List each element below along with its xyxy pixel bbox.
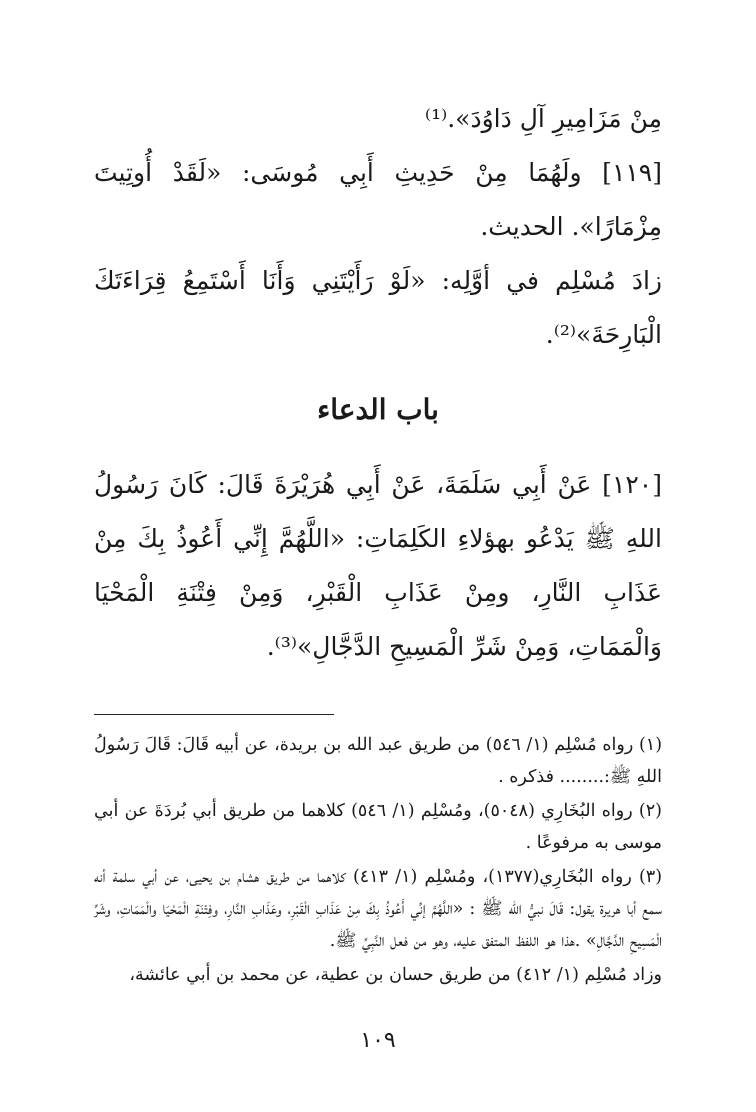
footnote-3: (٣) رواه البُخَارِي(١٣٧٧)، ومُسْلِم (١/ ٤١٣) كلاهما من طريق هشام بن يحيى، عن أبي سلمة أنه سمع أبا هريرة يقول: قَالَ نبيُّ الله ﷺ : «اللَّهُمَّ إنِّي أَعُوذُ بِكَ مِنْ عَذَابِ الْقَبْرِ، وعَذَابِ النَّارِ، وفِتْنَةِ الْمَحْيَا والْمَمَاتِ، وشَرِّ الْمَسِيحِ الدَّجَّالِ» .هذا هو اللفظ المتفق عليه، وهو من فعل النَّبِيِّ ﷺ. xyxy=(94,867,663,951)
page-number: ١٠٩ xyxy=(360,1028,396,1053)
footnote-1: (١) رواه مُسْلِم (١/ ٥٤٦) من طريق عبد الله بن بريدة، عن أبيه قَالَ: قَالَ رَسُولُ اللهِ ﷺ:........ فذكره . xyxy=(94,735,663,787)
footnote-divider xyxy=(94,714,334,715)
footnote-2: (٢) رواه البُخَارِي (٥٠٤٨)، ومُسْلِم (١/ ٥٤٦) كلاهما من طريق أبي بُردَةَ عن أبي موسى به مرفوعًا . xyxy=(94,801,662,853)
muslim-addition: زادَ مُسْلِم في أوَّلِه: «لَوْ رَأَيْتَنِي وَأَنَا أَسْتَمِعُ قِرَاءَتَكَ الْبَارِحَةَ»⁽²⁾. xyxy=(94,266,662,349)
footnotes xyxy=(94,729,662,991)
hadith-119: [١١٩] ولَهُمَا مِنْ حَدِيثِ أَبِي مُوسَى: «لَقَدْ أُوتِيتَ مِزْمَارًا». الحديث. xyxy=(94,158,662,241)
hadith-120: [١٢٠] عَنْ أَبِي سَلَمَةَ، عَنْ أَبِي هُرَيْرَةَ قَالَ: كَانَ رَسُولُ اللهِ ﷺ يَدْعُو بهؤلاءِ الكَلِمَاتِ: «اللَّهُمَّ إِنِّي أَعُوذُ بِكَ مِنْ عَذَابِ النَّارِ، ومِنْ عَذَابِ الْقَبْرِ، وَمِنْ فِتْنَةِ الْمَحْيَا وَالْمَمَاتِ، وَمِنْ شَرِّ الْمَسِيحِ الدَّجَّالِ»⁽³⁾. xyxy=(94,470,662,661)
section-heading: باب الدعاء xyxy=(317,393,439,426)
footnote-3-continued: وزاد مُسْلِم (١/ ٤١٢) من طريق حسان بن عطية، عن محمد بن أبي عائشة، xyxy=(129,965,662,985)
text-line-continuation: مِنْ مَزَامِيرِ آلِ دَاوُدَ».⁽¹⁾ xyxy=(424,104,662,133)
